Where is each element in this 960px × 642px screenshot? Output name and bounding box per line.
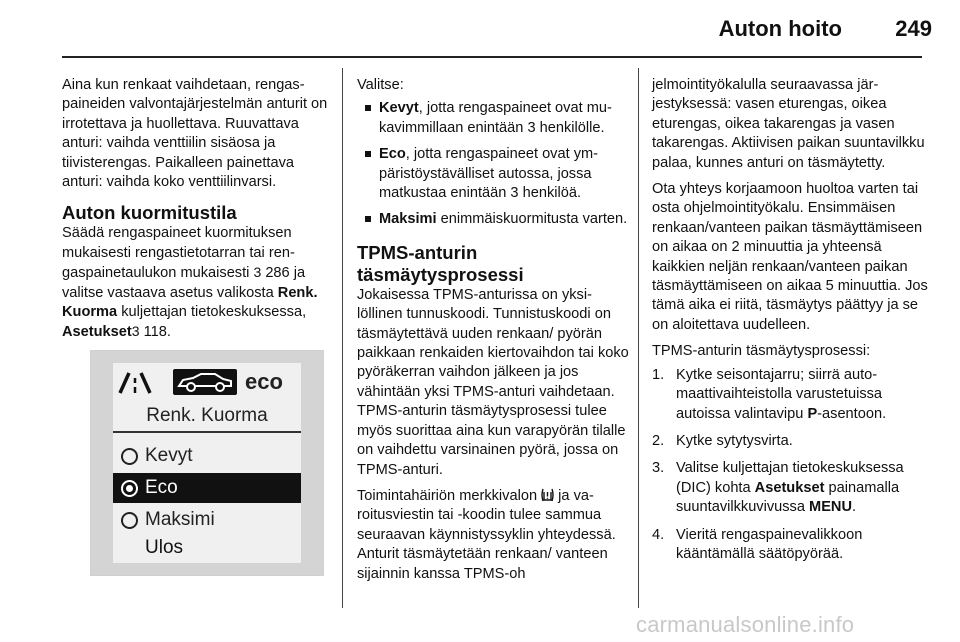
radio-selected-icon <box>121 480 138 497</box>
list-item: Kevyt, jotta rengaspaineet ovat mukavimmillaan enintään 3 henkilölle. <box>357 99 629 138</box>
dic-option-kevyt: Kevyt <box>113 441 301 471</box>
load-options-list <box>357 99 629 229</box>
list-item: Maksimi enimmäiskuormitusta varten. <box>357 210 629 229</box>
paragraph-tpms-warning: Toimintahäiriön merkkivalon ja varoitusviestin tai -koodin tulee sammua seuraavan käynnistyssyklin yhteydessä. Anturit täsmäytetään renkaan/ vanteen sijainnin kanssa TPMS-oh <box>357 487 616 582</box>
paragraph-load-mode: Säädä rengaspaineet kuormituksen mukaisesti rengastietotarran tai rengaspainetaulukon mukaisesti 3 286 ja valitse vastaava asetus valikosta Renk. Kuorma kuljettajan tietokeskuksessa, Asetukset3 118. <box>62 225 318 341</box>
list-item: 2. Kytke sytytysvirta. <box>652 432 793 449</box>
paragraph-sensor-service: Aina kun renkaat vaihdetaan, rengaspaineiden valvontajärjestelmän anturit on irrotettava ja huollettava. Ruuvattava anturi: vaihda venttiilin sisäosa ja tiivisterengas. Paikalleen painettava anturi: vaihda koko venttiilinvarsi. <box>62 77 328 191</box>
page-ref-icon: 3 <box>253 264 262 281</box>
list-item: Eco, jotta rengaspaineet ovat ympäristöystävälliset autossa, jossa matkustaa enintään 3 henkilöä. <box>357 145 629 203</box>
paragraph-tpms-process: TPMS-anturin täsmäytysprosessi: <box>652 343 871 360</box>
car-load-icon <box>173 369 237 395</box>
list-item: 1. Kytke seisontajarru; siirrä automaattivaihteistolla varustetuissa autoissa valintavipu P-asentoon. <box>652 366 887 422</box>
select-intro: Valitse: <box>357 77 404 93</box>
column-divider-2 <box>638 68 639 608</box>
section-heading-load-mode: Auton kuormitustila <box>62 202 237 224</box>
paragraph-tpms-id: Jokaisessa TPMS-anturissa on yksilöllinen tunnuskoodi. Tunnistuskoodi on täsmäytettävä uuden renkaan/ pyörän paikkaan renkaiden kiertovaihdon tai koko pyöräkerran vaihdon jälkeen ja jos vähintään yksi TPMS-anturi vaihdetaan. TPMS-anturin täsmäytysprosessi tulee myös suorittaa aina kun varapyörän tilalle on vaihdettu varsinainen pyörä, jossa on TPMS-anturi. <box>357 286 629 478</box>
radio-icon <box>121 448 138 465</box>
section-heading-tpms: TPMS-anturin täsmäytysprosessi <box>357 241 524 285</box>
paragraph-tpms-time: Ota yhteys korjaamoon huoltoa varten tai osta ohjelmointityökalu. Ensimmäisen renkaan/vanteen paikan täsmäyttämiseen on aikaa on 2 minuuttia ja yhteensä kaikkien neljän renkaan/vanteen paikan täsmäyttämiseen on aikaa 5 minuuttia. Jos tämä aika ei riitä, täsmäytys päättyy ja se on aloitettava uudelleen. <box>652 181 928 333</box>
page-ref-icon: 3 <box>131 323 140 340</box>
page-header <box>0 0 960 52</box>
dic-display-illustration <box>90 350 324 576</box>
paragraph-tpms-order: jelmointityökalulla seuraavassa järjestyksessä: vasen eturengas, oikea eturengas, oikea takarengas ja vasen takarengas. Aktiivisen paikan suuntavilkku palaa, kunnes anturi on täsmäytetty. <box>652 77 925 171</box>
dic-status-icons <box>113 369 301 397</box>
page-title: Auton hoito <box>718 16 842 41</box>
column-divider-1 <box>342 68 343 608</box>
dic-menu-title: Renk. Kuorma <box>113 401 301 433</box>
column-2 <box>357 76 629 591</box>
tpms-warning-lamp-icon <box>541 488 554 502</box>
road-icon <box>117 371 167 395</box>
column-3 <box>652 76 928 572</box>
dic-option-eco: Eco <box>113 473 301 503</box>
header-divider <box>62 56 922 58</box>
page-number: 249 <box>895 16 932 41</box>
watermark: carmanualsonline.info <box>636 612 855 637</box>
dic-screen <box>113 363 301 563</box>
dic-option-maksimi: Maksimi <box>113 505 301 535</box>
menu-name-renk-kuorma: Renk. Kuorma <box>62 284 318 321</box>
menu-name-asetukset: Asetukset <box>62 324 132 341</box>
list-item: 4. Vieritä rengaspainevalikkoon kääntämällä säätöpyörää. <box>652 526 863 562</box>
eco-label: eco <box>245 369 283 394</box>
column-1 <box>62 76 328 350</box>
radio-icon <box>121 512 138 529</box>
tpms-steps-list <box>652 366 928 565</box>
dic-option-exit: Ulos <box>145 537 184 558</box>
list-item: 3. Valitse kuljettajan tietokeskuksessa (DIC) kohta Asetukset painamalla suuntavilkkuvivussa MENU. <box>652 460 904 516</box>
